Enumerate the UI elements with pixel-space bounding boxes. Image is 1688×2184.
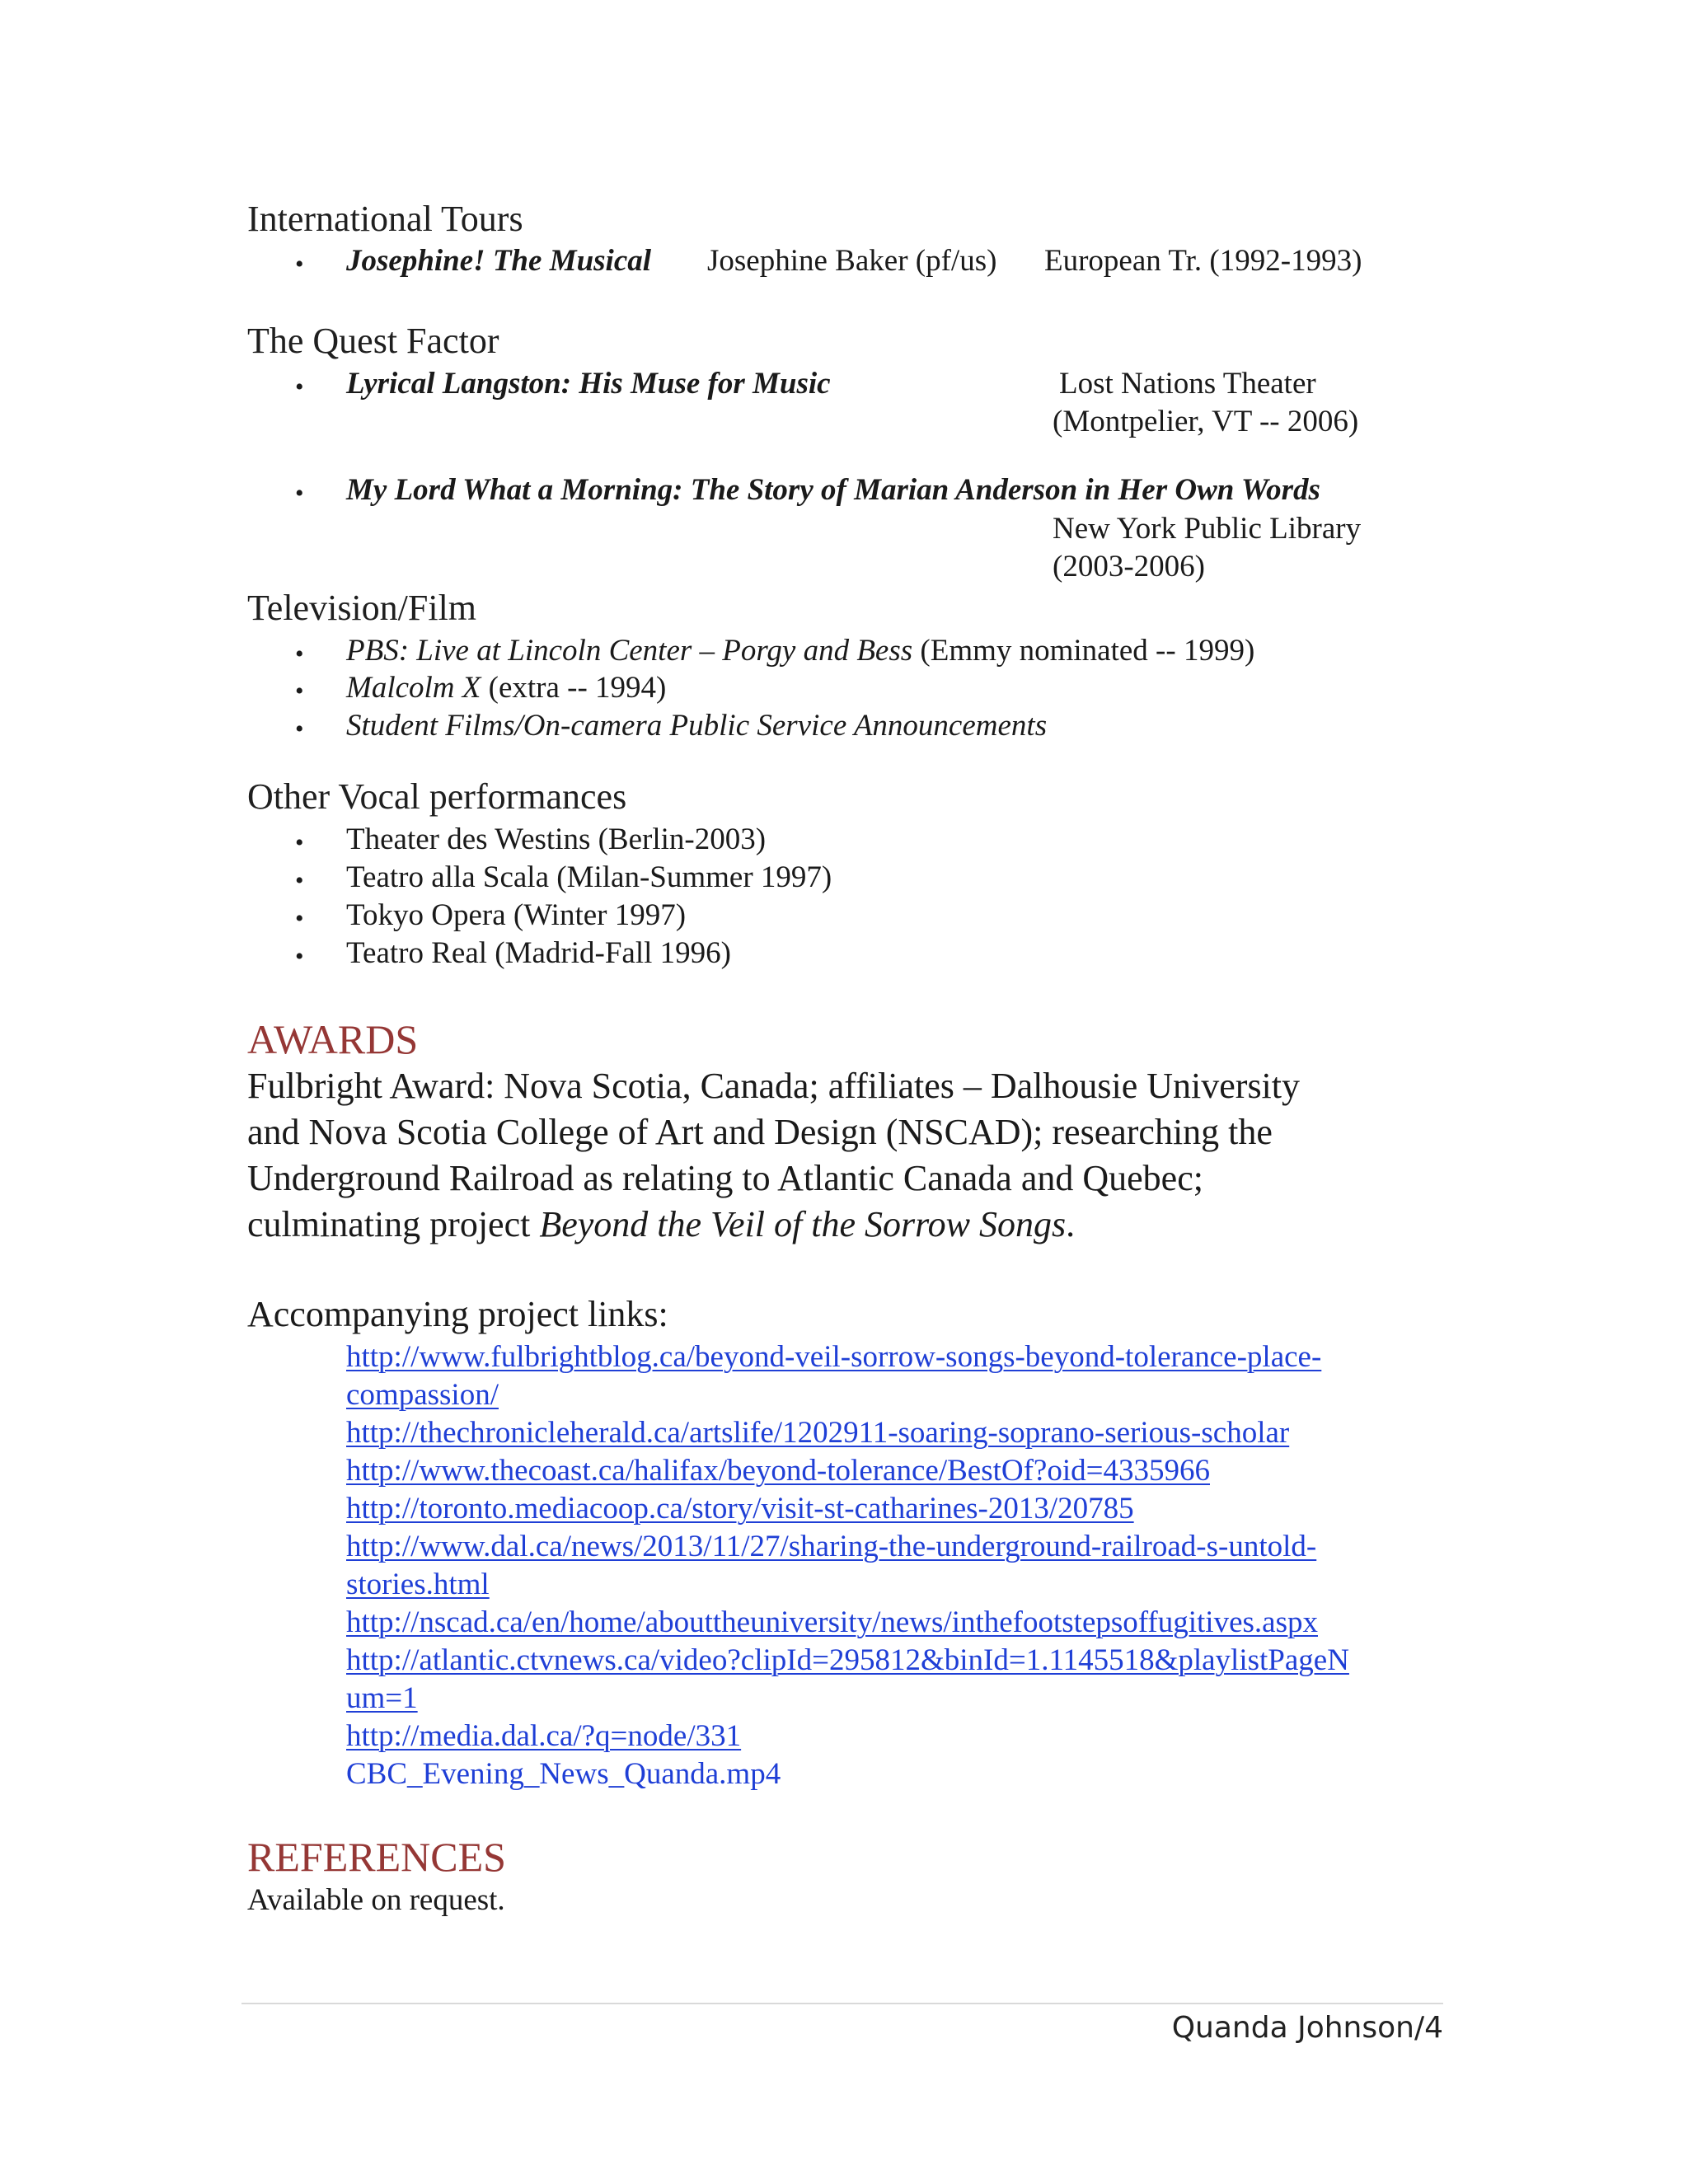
section-heading-other-vocal: Other Vocal performances [247, 776, 627, 817]
bullet-icon: • [295, 943, 304, 970]
awards-text-line: Fulbright Award: Nova Scotia, Canada; affiliates – Dalhousie University [247, 1066, 1301, 1106]
quest-venue: Lost Nations Theater [1059, 367, 1316, 401]
quest-title: My Lord What a Morning: The Story of Marian Anderson in Her Own Words [346, 473, 1320, 507]
project-link[interactable]: http://nscad.ca/en/home/abouttheuniversity/news/inthefootstepsoffugitives.aspx [346, 1605, 1318, 1639]
quest-venue-date: (Montpelier, VT -- 2006) [1053, 405, 1359, 438]
quest-venue: New York Public Library [1053, 512, 1362, 546]
section-heading-awards: AWARDS [247, 1016, 419, 1062]
tv-film-note: (extra -- 1994) [481, 671, 667, 705]
tv-film-item [346, 673, 666, 703]
project-link[interactable]: stories.html [346, 1568, 490, 1601]
tv-film-title: Student Films/On-camera Public Service Announcements [346, 709, 1048, 743]
project-link[interactable]: http://media.dal.ca/?q=node/331 [346, 1719, 742, 1753]
bullet-icon: • [295, 715, 304, 743]
vocal-performance-item: Teatro Real (Madrid-Fall 1996) [346, 936, 731, 970]
bullet-icon: • [295, 640, 304, 668]
project-link[interactable]: http://www.thecoast.ca/halifax/beyond-tolerance/BestOf?oid=4335966 [346, 1454, 1210, 1488]
project-link[interactable]: http://toronto.mediacoop.ca/story/visit-st-catharines-2013/20785 [346, 1492, 1134, 1526]
project-link[interactable]: http://www.fulbrightblog.ca/beyond-veil-sorrow-songs-beyond-tolerance-place- [346, 1340, 1322, 1374]
project-link[interactable]: compassion/ [346, 1378, 499, 1412]
awards-text-prefix: culminating project [247, 1204, 540, 1244]
tour-title: Josephine! The Musical [346, 244, 652, 278]
awards-text-line: and Nova Scotia College of Art and Design (NSCAD); researching the [247, 1112, 1273, 1152]
tv-film-item [346, 635, 1254, 666]
tv-film-item [346, 710, 1047, 741]
bullet-icon: • [295, 373, 304, 401]
tv-film-title: PBS: Live at Lincoln Center – Porgy and Bess [346, 634, 913, 668]
page-footer: Quanda Johnson/4 [1171, 2011, 1443, 2045]
tv-film-note: (Emmy nominated -- 1999) [912, 634, 1255, 668]
project-link[interactable]: http://thechronicleherald.ca/artslife/1202911-soaring-soprano-serious-scholar [346, 1416, 1290, 1450]
bullet-icon: • [295, 677, 304, 705]
bullet-icon: • [295, 829, 304, 856]
project-title: Beyond the Veil of the Sorrow Songs [539, 1204, 1067, 1244]
tour-venue: European Tr. (1992-1993) [1044, 244, 1362, 278]
quest-venue-date: (2003-2006) [1053, 550, 1205, 583]
footer-divider [241, 2003, 1443, 2004]
tour-role: Josephine Baker (pf/us) [707, 244, 997, 278]
tv-film-title: Malcolm X [346, 671, 481, 705]
vocal-performance-item: Tokyo Opera (Winter 1997) [346, 898, 687, 932]
section-heading-television-film: Television/Film [247, 588, 477, 628]
bullet-icon: • [295, 480, 304, 507]
awards-text-line: Underground Railroad as relating to Atlantic Canada and Quebec; [247, 1158, 1203, 1198]
bullet-icon: • [295, 905, 304, 932]
vocal-performance-item: Teatro alla Scala (Milan-Summer 1997) [346, 860, 832, 894]
awards-text-line [247, 1204, 1076, 1244]
awards-text-suffix: . [1066, 1204, 1076, 1244]
references-text: Available on request. [247, 1883, 505, 1917]
project-link[interactable]: um=1 [346, 1681, 418, 1715]
section-heading-references: REFERENCES [247, 1834, 506, 1880]
vocal-performance-item: Theater des Westins (Berlin-2003) [346, 823, 767, 856]
section-heading-quest-factor: The Quest Factor [247, 321, 499, 361]
links-heading: Accompanying project links: [247, 1294, 668, 1334]
project-link[interactable]: http://atlantic.ctvnews.ca/video?clipId=295812&binId=1.1145518&playlistPageN [346, 1643, 1349, 1677]
bullet-icon: • [295, 251, 304, 278]
video-file-name: CBC_Evening_News_Quanda.mp4 [346, 1757, 781, 1791]
quest-title: Lyrical Langston: His Muse for Music [346, 367, 831, 401]
bullet-icon: • [295, 867, 304, 894]
project-link[interactable]: http://www.dal.ca/news/2013/11/27/sharing-the-underground-railroad-s-untold- [346, 1530, 1317, 1563]
section-heading-international-tours: International Tours [247, 199, 523, 239]
